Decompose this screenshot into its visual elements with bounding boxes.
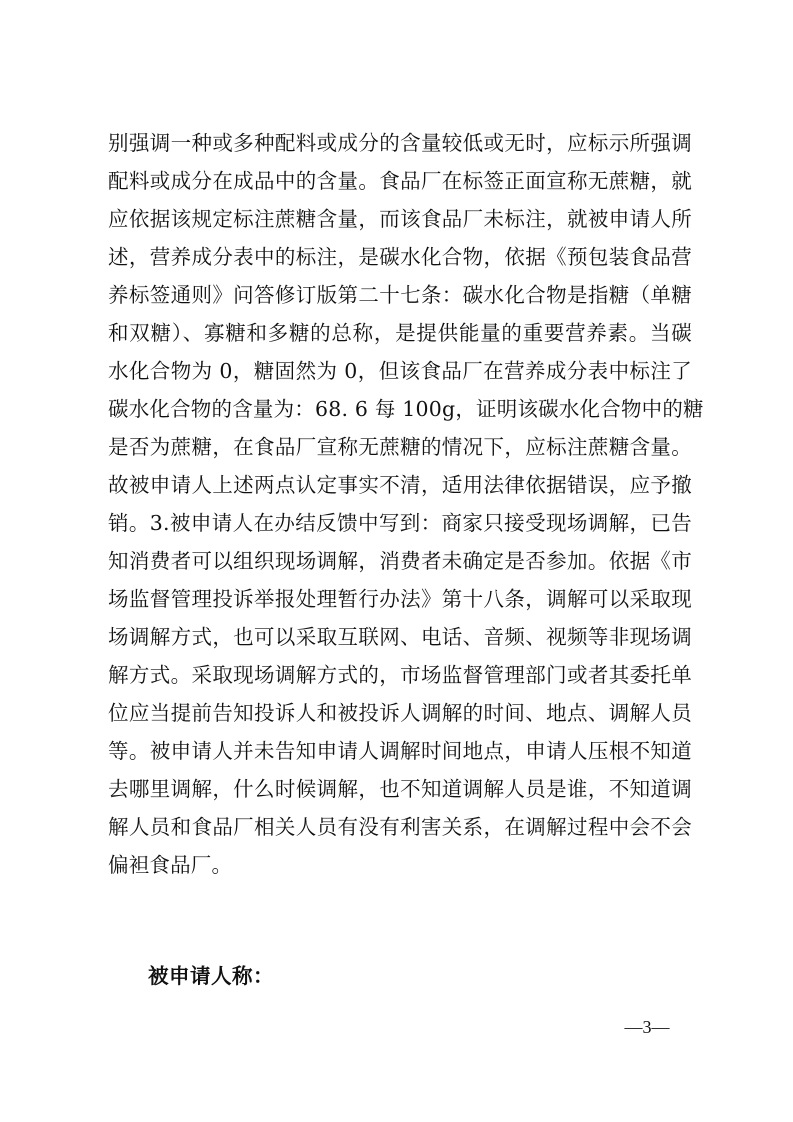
text-line: 销。3.被申请人在办结反馈中写到：商家只接受现场调解，已告 xyxy=(108,511,692,535)
text-line: 偏袒食品厂。 xyxy=(108,853,233,877)
text-line: 知消费者可以组织现场调解，消费者未确定是否参加。依据《市 xyxy=(108,549,692,573)
text-line: 场调解方式，也可以采取互联网、电话、音频、视频等非现场调 xyxy=(108,625,692,649)
text-line: 位应当提前告知投诉人和被投诉人调解的时间、地点、调解人员 xyxy=(108,701,692,725)
text-line: 述，营养成分表中的标注，是碳水化合物，依据《预包装食品营 xyxy=(108,245,692,269)
text-line: 解人员和食品厂相关人员有没有利害关系，在调解过程中会不会 xyxy=(108,815,692,839)
text-line: 应依据该规定标注蔗糖含量，而该食品厂未标注，就被申请人所 xyxy=(108,207,692,231)
body-paragraph xyxy=(108,124,704,884)
text-line: 配料或成分在成品中的含量。食品厂在标签正面宣称无蔗糖，就 xyxy=(108,169,692,193)
text-line: 碳水化合物的含量为：68. 6 每 100g，证明该碳水化合物中的糖 xyxy=(108,397,704,421)
text-line: 场监督管理投诉举报处理暂行办法》第十八条，调解可以采取现 xyxy=(108,587,692,611)
page-number: —3— xyxy=(624,1017,670,1037)
text-line: 解方式。采取现场调解方式的，市场监督管理部门或者其委托单 xyxy=(108,663,692,687)
text-line: 养标签通则》问答修订版第二十七条：碳水化合物是指糖（单糖 xyxy=(108,283,692,307)
text-line: 故被申请人上述两点认定事实不清，适用法律依据错误，应予撤 xyxy=(108,473,692,497)
text-line: 是否为蔗糖，在食品厂宣称无蔗糖的情况下，应标注蔗糖含量。 xyxy=(108,435,692,459)
text-line: 和双糖）、寡糖和多糖的总称，是提供能量的重要营养素。当碳 xyxy=(108,321,692,345)
text-line: 去哪里调解，什么时候调解，也不知道调解人员是谁，不知道调 xyxy=(108,777,692,801)
text-line: 水化合物为 0，糖固然为 0，但该食品厂在营养成分表中标注了 xyxy=(108,359,692,383)
text-line: 等。被申请人并未告知申请人调解时间地点，申请人压根不知道 xyxy=(108,739,692,763)
text-line: 别强调一种或多种配料或成分的含量较低或无时，应标示所强调 xyxy=(108,131,692,155)
section-heading: 被申请人称： xyxy=(148,964,274,988)
